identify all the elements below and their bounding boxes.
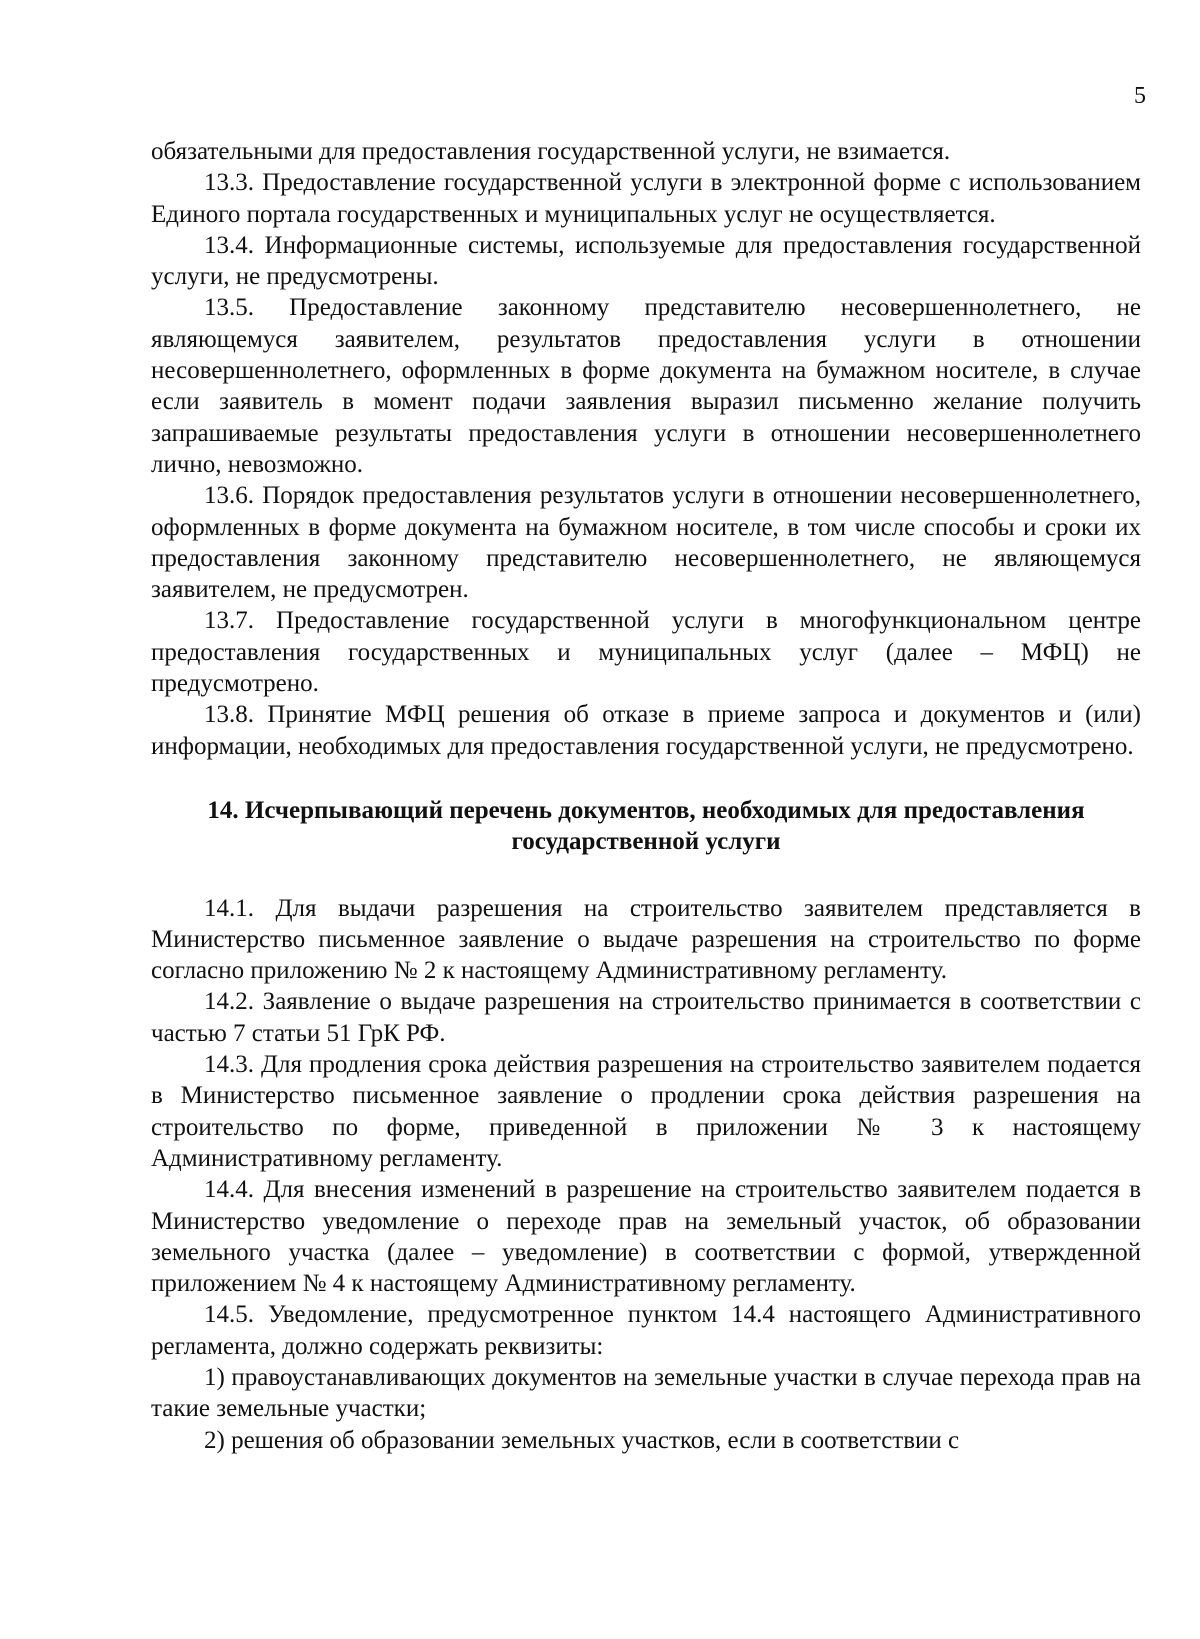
paragraph-14-4: 14.4. Для внесения изменений в разрешение на строительство заявителем подается в Министерство уведомление о переходе прав на земельный участок, об образовании земельного участка (далее – уведомление) в соответствии с формой, утвержденной приложением № 4 к настоящему Административному регламенту. xyxy=(151,1176,1141,1298)
section-14-body xyxy=(151,893,1141,1456)
heading-line-2: государственной услуги xyxy=(511,828,781,856)
paragraph-13-4: 13.4. Информационные системы, используемые для предоставления государственной услуги, не предусмотрены. xyxy=(151,231,1141,291)
paragraph-13-8: 13.8. Принятие МФЦ решения об отказе в приеме запроса и документов и (или) информации, необходимых для предоставления государственной услуги, не предусмотрено. xyxy=(151,701,1141,760)
document-body xyxy=(151,136,1141,1456)
paragraph-14-2: 14.2. Заявление о выдаче разрешения на строительство принимается в соответствии с частью 7 статьи 51 ГрК РФ. xyxy=(151,988,1141,1047)
paragraph-13-6: 13.6. Порядок предоставления результатов услуги в отношении несовершеннолетнего, оформленных в форме документа на бумажном носителе, в том числе способы и сроки их предоставления законному представителю несовершеннолетнего, не являющемуся заявителем, не предусмотрен. xyxy=(151,482,1141,604)
paragraph-13-7: 13.7. Предоставление государственной услуги в многофункциональном центре предоставления государственных и муниципальных услуг (далее – МФЦ) не предусмотрено. xyxy=(151,607,1141,698)
paragraph-intro: обязательными для предоставления государственной услуги, не взимается. xyxy=(151,138,951,165)
paragraph-13-3: 13.3. Предоставление государственной услуги в электронной форме с использованием Единого портала государственных и муниципальных услуг не осуществляется. xyxy=(151,169,1141,228)
paragraph-14-3: 14.3. Для продления срока действия разрешения на строительство заявителем подается в Министерство письменное заявление о продлении срока действия разрешения на строительство по форме, приведенной в приложении № 3 к настоящему Административному регламенту. xyxy=(151,1051,1141,1172)
paragraph-14-5: 14.5. Уведомление, предусмотренное пунктом 14.4 настоящего Административного регламента, должно содержать реквизиты: xyxy=(151,1301,1141,1360)
paragraph-14-5-2: 2) решения об образовании земельных участков, если в соответствии с xyxy=(204,1426,960,1454)
paragraph-14-1: 14.1. Для выдачи разрешения на строительство заявителем представляется в Министерство письменное заявление о выдаче разрешения на строительство по форме согласно приложению № 2 к настоящему Административному регламенту. xyxy=(151,894,1141,985)
page-number: 5 xyxy=(1134,83,1146,109)
section-14-heading xyxy=(151,795,1141,858)
paragraph-14-5-1: 1) правоустанавливающих документов на земельные участки в случае перехода прав на такие земельные участки; xyxy=(151,1363,1141,1423)
section-13-continuation xyxy=(151,136,1141,762)
paragraph-13-5: 13.5. Предоставление законному представителю несовершеннолетнего, не являющемуся заявителем, результатов предоставления услуги в отношении несовершеннолетнего, оформленных в форме документа на бумажном носителе, в случае если заявитель в момент подачи заявления выразил письменно желание получить запрашиваемые результаты предоставления услуги в отношении несовершеннолетнего лично, невозможно. xyxy=(151,294,1141,478)
heading-line-1: 14. Исчерпывающий перечень документов, необходимых для предоставления xyxy=(207,796,1085,824)
